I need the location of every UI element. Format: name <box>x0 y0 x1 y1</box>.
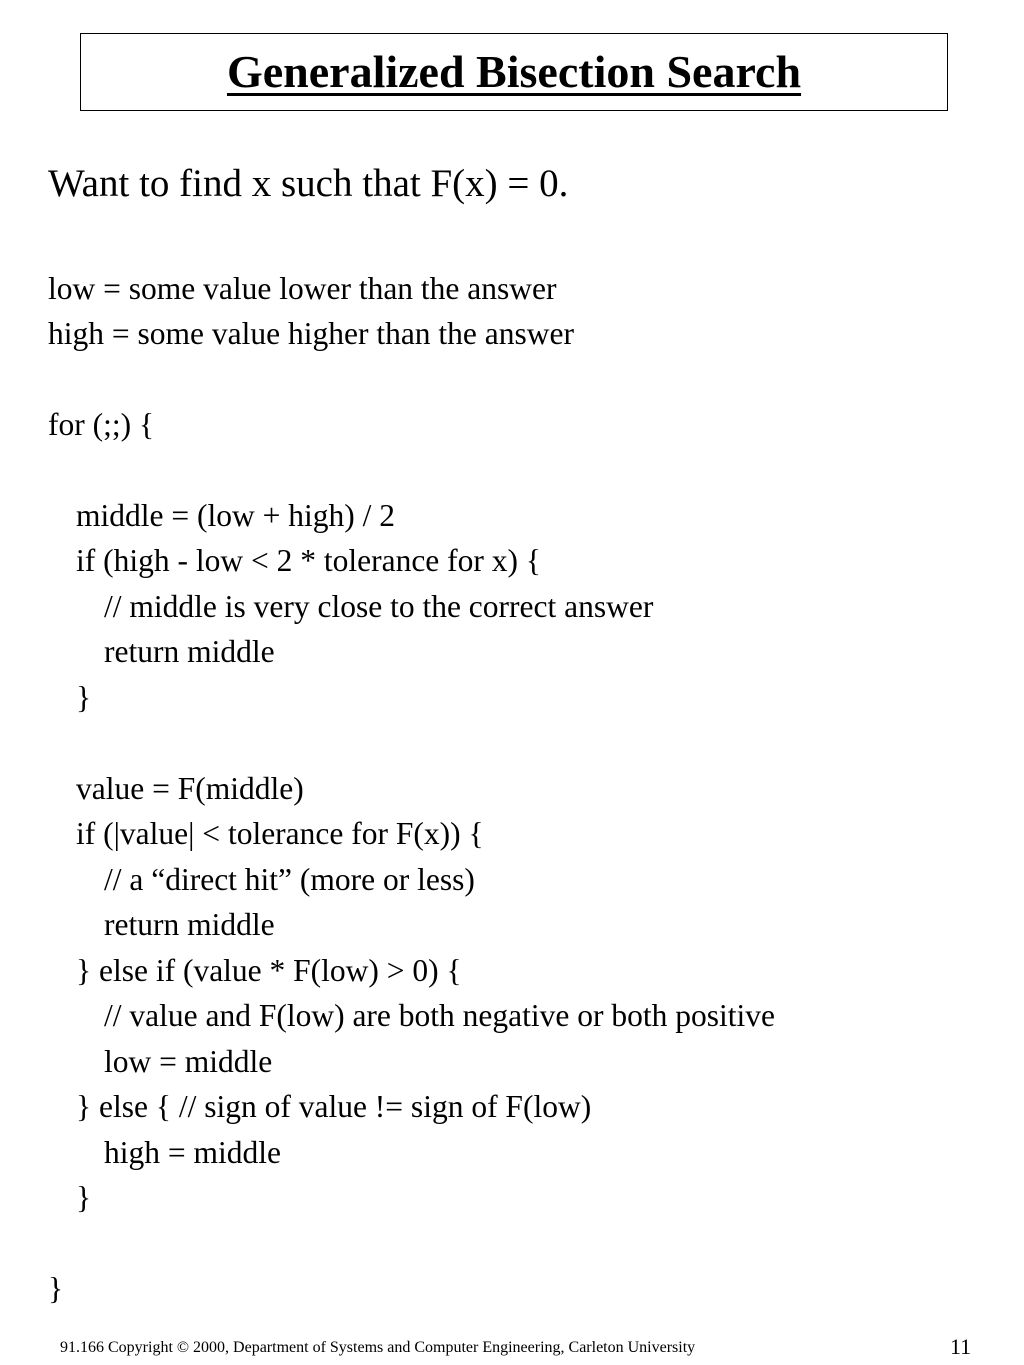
code-line: return middle <box>104 634 275 669</box>
code-line: middle = (low + high) / 2 <box>76 498 395 533</box>
intro-text: Want to find x such that F(x) = 0. <box>48 162 569 205</box>
code-line: } <box>76 680 92 715</box>
code-line: high = some value higher than the answer <box>48 316 574 351</box>
code-line: if (high - low < 2 * tolerance for x) { <box>76 543 541 578</box>
code-line: return middle <box>104 907 275 942</box>
code-line: value = F(middle) <box>76 771 304 806</box>
code-line: if (|value| < tolerance for F(x)) { <box>76 816 484 851</box>
code-line: } <box>48 1271 64 1306</box>
code-line: low = some value lower than the answer <box>48 271 557 306</box>
code-line: low = middle <box>104 1044 273 1079</box>
code-line: } else if (value * F(low) > 0) { <box>76 953 462 988</box>
page-number: 11 <box>950 1334 972 1359</box>
code-line: high = middle <box>104 1135 282 1170</box>
code-line: // middle is very close to the correct answer <box>104 589 654 624</box>
title-box <box>80 33 948 111</box>
footer-copyright: 91.166 Copyright © 2000, Department of Systems and Computer Engineering, Carleton University <box>60 1339 696 1356</box>
code-line: for (;;) { <box>48 407 155 442</box>
code-line: // value and F(low) are both negative or both positive <box>104 998 775 1033</box>
code-line: } else { // sign of value != sign of F(low) <box>76 1089 592 1124</box>
slide-title: Generalized Bisection Search <box>226 46 802 97</box>
code-line: } <box>76 1180 92 1215</box>
code-line: // a “direct hit” (more or less) <box>104 862 475 897</box>
